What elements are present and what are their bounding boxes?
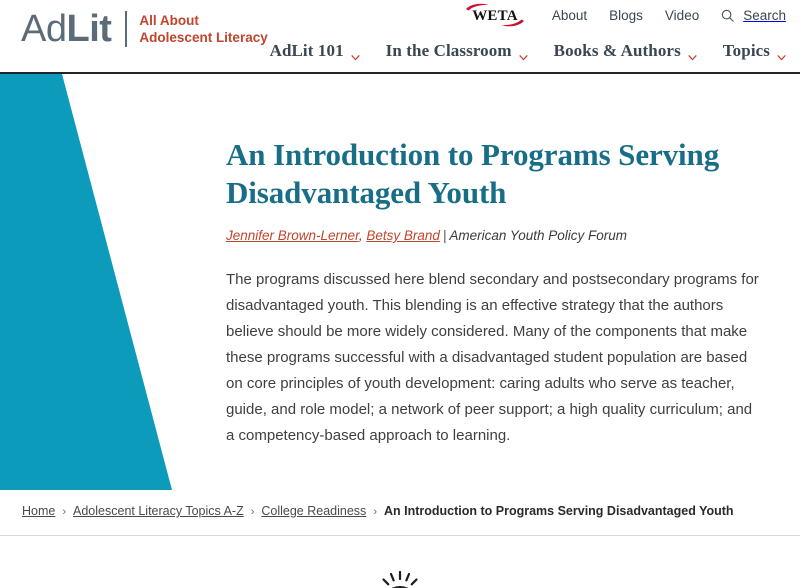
- logo-ad-text: Ad: [21, 8, 67, 50]
- brand-divider: [125, 11, 127, 47]
- utility-nav-item-about[interactable]: About: [551, 7, 588, 23]
- breadcrumb: [22, 504, 734, 518]
- logo-text: [21, 9, 111, 49]
- article-byline: [226, 227, 760, 245]
- weta-logo[interactable]: [462, 2, 528, 28]
- author-separator: ,: [358, 228, 367, 243]
- search-icon: [721, 9, 734, 22]
- nav-item-books-and-authors[interactable]: [554, 41, 697, 61]
- site-logo-adlit[interactable]: [21, 9, 268, 49]
- breadcrumb-item-current: An Introduction to Programs Serving Disadvantaged Youth: [383, 504, 734, 518]
- nav-item-in-the-classroom[interactable]: [386, 41, 528, 61]
- utility-nav-item-video[interactable]: Video: [664, 7, 700, 23]
- utility-nav-item-blogs[interactable]: Blogs: [609, 7, 643, 23]
- breadcrumb-separator: ›: [62, 506, 67, 518]
- main-navigation: [270, 38, 786, 64]
- logo-lit-text: Lit: [66, 8, 112, 50]
- breadcrumb-separator: ›: [373, 506, 377, 518]
- nav-item-in-the-classroom-label: In the Classroom: [385, 41, 512, 60]
- search-button[interactable]: [721, 8, 786, 23]
- article-hero: [0, 74, 800, 490]
- below-fold-section: [0, 537, 800, 588]
- article-header-content: [226, 136, 760, 449]
- nav-item-topics-label: Topics: [722, 41, 770, 60]
- page-title: An Introduction to Programs Serving Disadvantaged Youth: [226, 137, 720, 210]
- breadcrumb-item-home[interactable]: Home: [22, 504, 56, 518]
- byline-divider: |: [442, 228, 447, 243]
- brand-tagline: [139, 12, 267, 46]
- article-summary: The programs discussed here blend secondary and postsecondary programs for disadvantaged youth. This blending is an effective strategy that the authors believe should be more widely considered. Many of the components that make these programs successful with a disadvantaged student population are based on core principles of youth development: caring adults who serve as teacher, guide, and role model; a network of peer support; a high quality curriculum; and a competency-based approach to learning.: [226, 271, 759, 444]
- article-organization: American Youth Policy Forum: [449, 228, 627, 243]
- breadcrumb-item-topics-a-z[interactable]: Adolescent Literacy Topics A-Z: [73, 504, 244, 518]
- chevron-down-icon: [688, 48, 697, 54]
- breadcrumb-separator: ›: [250, 506, 255, 518]
- site-header: [0, 0, 800, 73]
- nav-item-adlit-101[interactable]: [270, 41, 360, 61]
- author-link-2[interactable]: Betsy Brand: [366, 228, 440, 243]
- nav-item-books-and-authors-label: Books & Authors: [553, 41, 681, 60]
- decorative-teal-wedge: [0, 74, 180, 490]
- breadcrumb-item-college-readiness[interactable]: College Readiness: [261, 504, 367, 518]
- nav-item-topics[interactable]: [723, 41, 786, 61]
- brand-tagline-line2: Adolescent Literacy: [139, 30, 268, 45]
- utility-navigation: [462, 2, 786, 28]
- chevron-down-icon: [519, 48, 528, 54]
- nav-item-adlit-101-label: AdLit 101: [269, 41, 344, 60]
- sunburst-icon: [371, 570, 429, 588]
- weta-logo-graphic: [462, 2, 528, 28]
- chevron-down-icon: [777, 48, 786, 54]
- breadcrumb-bar: [0, 492, 800, 536]
- brand-tagline-line1: All About: [139, 13, 199, 28]
- chevron-down-icon: [351, 48, 360, 54]
- author-link-1[interactable]: Jennifer Brown-Lerner: [226, 228, 359, 243]
- svg-text:WETA: WETA: [472, 8, 518, 24]
- search-label: Search: [743, 7, 786, 23]
